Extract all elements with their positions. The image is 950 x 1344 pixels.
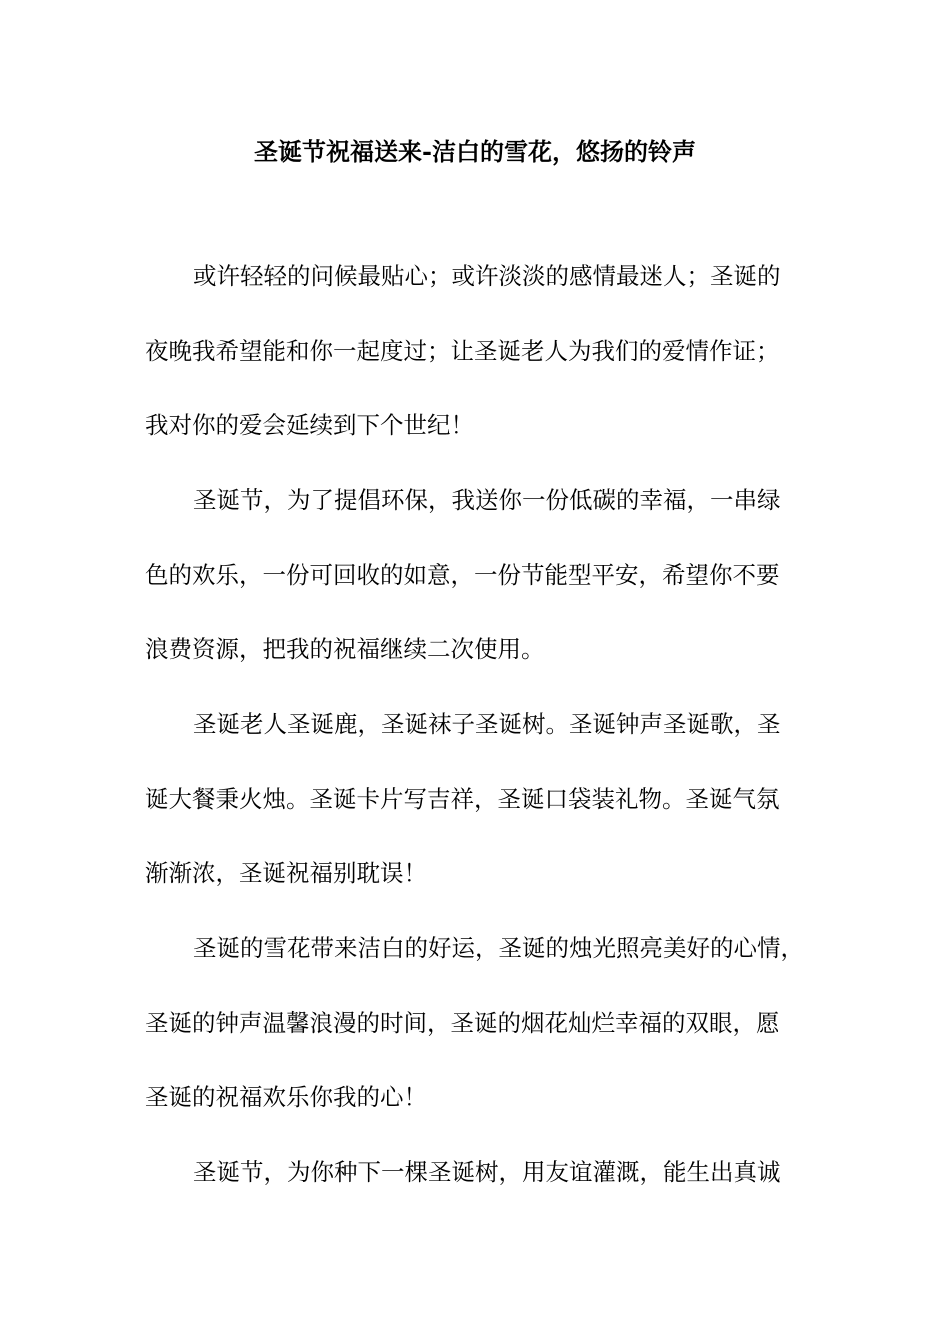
paragraph-2-line-1: 圣诞节，为了提倡环保，我送你一份低碳的幸福，一串绿 xyxy=(193,486,781,514)
paragraph-1-line-3: 我对你的爱会延续到下个世纪！ xyxy=(145,411,474,439)
paragraph-4-line-1: 圣诞的雪花带来洁白的好运，圣诞的烛光照亮美好的心情， xyxy=(193,934,804,962)
paragraph-1-line-1: 或许轻轻的问候最贴心；或许淡淡的感情最迷人；圣诞的 xyxy=(193,262,781,290)
paragraph-3-line-3: 渐渐浓，圣诞祝福别耽误！ xyxy=(145,859,427,887)
paragraph-4-line-2: 圣诞的钟声温馨浪漫的时间，圣诞的烟花灿烂幸福的双眼，愿 xyxy=(145,1009,780,1037)
paragraph-3-line-1: 圣诞老人圣诞鹿，圣诞袜子圣诞树。圣诞钟声圣诞歌，圣 xyxy=(193,710,781,738)
paragraph-5-line-1: 圣诞节，为你种下一棵圣诞树，用友谊灌溉，能生出真诚 xyxy=(193,1158,781,1186)
paragraph-1-line-2: 夜晚我希望能和你一起度过；让圣诞老人为我们的爱情作证； xyxy=(145,337,780,365)
paragraph-3-line-2: 诞大餐秉火烛。圣诞卡片写吉祥，圣诞口袋装礼物。圣诞气氛 xyxy=(145,785,780,813)
paragraph-2-line-3: 浪费资源，把我的祝福继续二次使用。 xyxy=(145,635,545,663)
paragraph-2-line-2: 色的欢乐，一份可回收的如意，一份节能型平安，希望你不要 xyxy=(145,561,780,589)
paragraph-4-line-3: 圣诞的祝福欢乐你我的心！ xyxy=(145,1083,427,1111)
document-title: 圣诞节祝福送来-洁白的雪花，悠扬的铃声 xyxy=(254,137,696,166)
